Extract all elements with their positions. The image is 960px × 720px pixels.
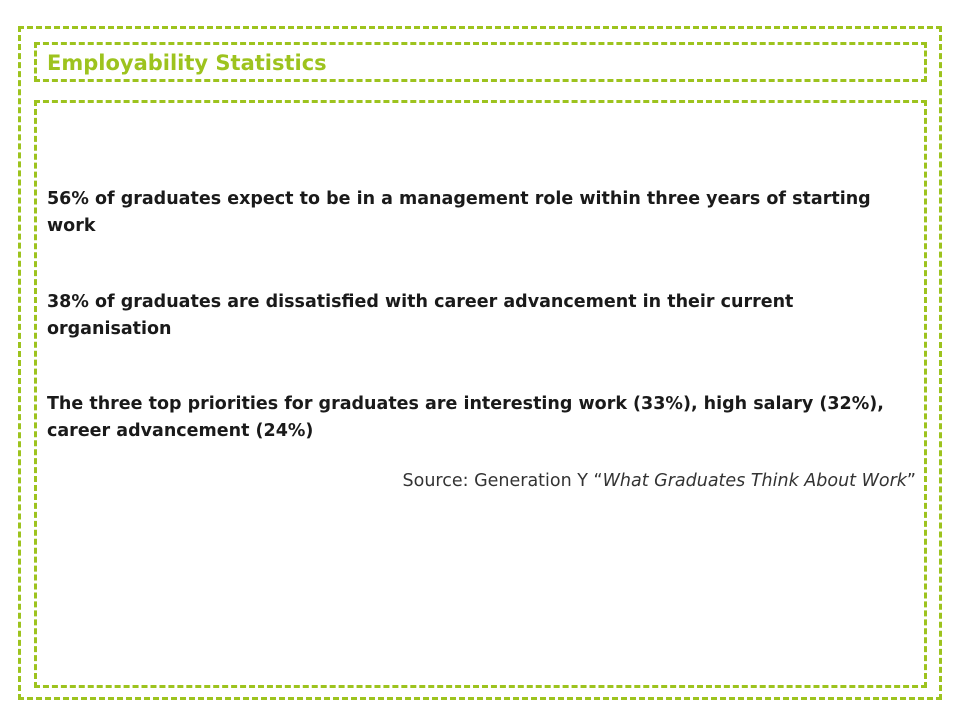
source-prefix: Source: Generation Y “ (402, 471, 603, 491)
content-box (34, 100, 927, 688)
source-suffix: ” (906, 471, 916, 491)
stat-career-dissatisfaction: 38% of graduates are dissatisfied with career advancement in their current organisation (47, 292, 794, 339)
stat-top-priorities: The three top priorities for graduates are interesting work (33%), high salary (32%), career advancement (24%) (47, 394, 884, 441)
source-work-title: What Graduates Think About Work (602, 471, 907, 491)
source-citation (403, 468, 916, 495)
title-box (34, 42, 927, 82)
stat-management-role: 56% of graduates expect to be in a management role within three years of starting work (47, 189, 871, 236)
slide-title: Employability Statistics (47, 51, 327, 75)
